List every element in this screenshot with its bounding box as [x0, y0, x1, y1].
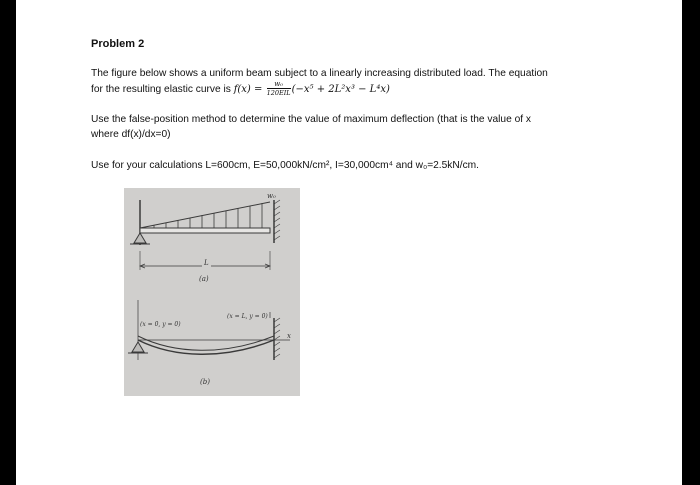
left-boundary-condition: (x = 0, y = 0)	[140, 321, 181, 328]
equation-fraction	[267, 80, 291, 97]
equation-lhs: f(x) =	[233, 84, 266, 96]
intro-line-2-prefix: for the resulting elastic curve is	[91, 84, 234, 96]
intro-paragraph	[91, 66, 548, 98]
fraction-denominator: 120EIL	[266, 89, 291, 97]
elastic-curve-b	[128, 300, 290, 360]
fraction-numerator: w₀	[267, 80, 291, 89]
figure-b-label: (b)	[200, 378, 210, 386]
problem-title: Problem 2	[91, 38, 145, 50]
beam-a	[140, 228, 270, 233]
task-paragraph	[91, 112, 531, 142]
beam-figure	[124, 188, 300, 396]
right-wall-hatch	[274, 200, 280, 240]
document-page	[16, 0, 682, 485]
task-line-1: Use the false-position method to determine the value of maximum deflection (that is the value of x	[91, 114, 531, 125]
right-boundary-condition: (x = L, y = 0)	[227, 313, 268, 320]
pin-support-b	[132, 342, 144, 352]
figure-a-label: (a)	[199, 275, 209, 283]
load-top-line	[140, 202, 270, 228]
intro-line-1: The figure below shows a uniform beam subject to a linearly increasing distributed load. The equation	[91, 68, 548, 79]
load-w0-label: w₀	[267, 192, 276, 200]
deflected-beam-lower	[138, 340, 274, 354]
given-values: Use for your calculations L=600cm, E=50,000kN/cm², I=30,000cm⁴ and w₀=2.5kN/cm.	[91, 160, 479, 171]
pin-support-a	[134, 233, 146, 243]
beam-diagram	[124, 188, 300, 396]
x-axis-label: x	[287, 332, 291, 340]
equation-rhs: (−x⁵ + 2L²x³ − L⁴x)	[291, 84, 390, 96]
length-label: L	[204, 259, 209, 267]
task-line-2: where df(x)/dx=0)	[91, 129, 171, 140]
intro-line-2	[91, 81, 548, 98]
